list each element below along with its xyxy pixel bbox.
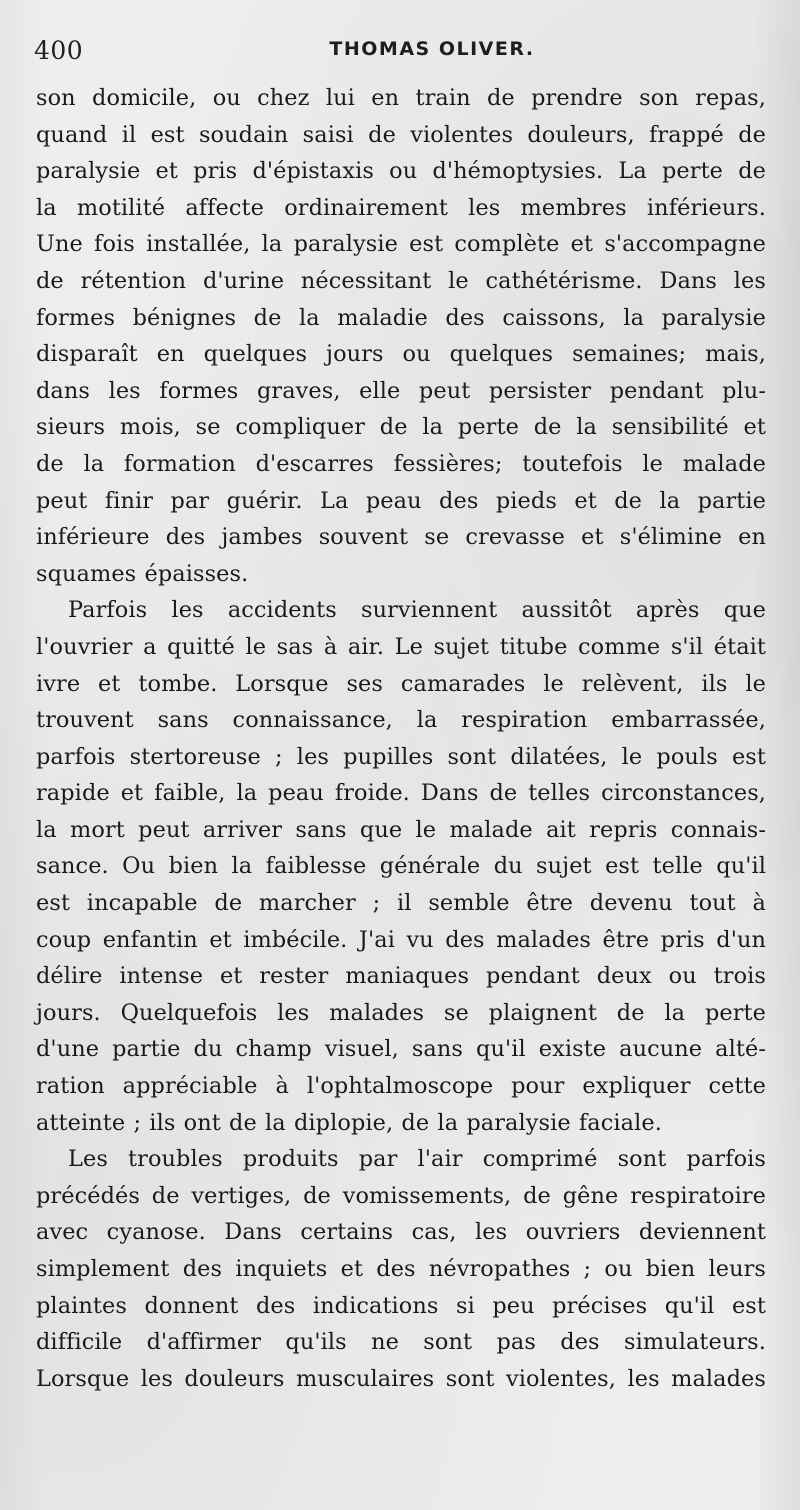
text-line: peut finir par guérir. La peau des pieds et de la partie [36,487,766,514]
text-line: précédés de vertiges, de vomissements, de gêne respiratoire [36,1182,766,1209]
body-text [36,80,766,1397]
page-header [34,30,760,74]
text-line: formes bénignes de la maladie des caissons, la paralysie [36,304,766,331]
text-line: atteinte ; ils ont de la diplopie, de la paralysie faciale. [36,1109,662,1136]
text-line: Les troubles produits par l'air comprimé sont parfois [68,1146,766,1173]
text-line: Lorsque les douleurs musculaires sont violentes, les malades [36,1365,766,1392]
text-line: trouvent sans connaissance, la respiration embarrassée, [36,707,766,734]
text-line: sance. Ou bien la faiblesse générale du sujet est telle qu'il [36,853,766,880]
text-line: l'ouvrier a quitté le sas à air. Le sujet titube comme s'il était [36,633,766,660]
text-line: difficile d'affirmer qu'ils ne sont pas des simulateurs. [36,1329,766,1356]
text-line: avec cyanose. Dans certains cas, les ouvriers deviennent [36,1219,766,1246]
text-line: de rétention d'urine nécessitant le cathétérisme. Dans les [36,267,766,294]
text-line: la motilité affecte ordinairement les membres inférieurs. [36,194,766,221]
running-head: THOMAS OLIVER. [329,38,535,60]
page-number: 400 [34,36,84,65]
text-line: quand il est soudain saisi de violentes douleurs, frappé de [36,121,766,148]
text-line: plaintes donnent des indications si peu précises qu'il est [36,1292,766,1319]
text-line: est incapable de marcher ; il semble être devenu tout à [36,890,766,917]
text-line: sieurs mois, se compliquer de la perte de la sensibilité et [36,414,766,441]
text-line: ration appréciable à l'ophtalmoscope pour expliquer cette [36,1073,766,1100]
text-line: paralysie et pris d'épistaxis ou d'hémoptysies. La perte de [36,158,766,185]
text-line: la mort peut arriver sans que le malade ait repris connais- [36,816,766,843]
text-line: rapide et faible, la peau froide. Dans de telles circonstances, [36,780,766,807]
text-line: inférieure des jambes souvent se crevasse et s'élimine en [36,524,766,551]
text-line: parfois stertoreuse ; les pupilles sont dilatées, le pouls est [36,743,766,770]
text-line: disparaît en quelques jours ou quelques semaines; mais, [36,341,766,368]
text-line: son domicile, ou chez lui en train de prendre son repas, [36,85,766,111]
text-line: ivre et tombe. Lorsque ses camarades le relèvent, ils le [36,670,766,697]
text-line: Parfois les accidents surviennent aussitôt après que [68,597,766,624]
text-line: de la formation d'escarres fessières; toutefois le malade [36,450,766,477]
text-line: jours. Quelquefois les malades se plaignent de la perte [36,999,766,1026]
text-line: Une fois installée, la paralysie est complète et s'accompagne [36,231,766,258]
text-line: coup enfantin et imbécile. J'ai vu des malades être pris d'un [36,926,766,953]
text-line: délire intense et rester maniaques pendant deux ou trois [36,963,766,990]
text-line: d'une partie du champ visuel, sans qu'il existe aucune alté- [36,1036,766,1063]
text-line: simplement des inquiets et des névropathes ; ou bien leurs [36,1256,766,1282]
text-line: dans les formes graves, elle peut persister pendant plu- [36,377,766,404]
text-line: squames épaisses. [36,560,249,587]
